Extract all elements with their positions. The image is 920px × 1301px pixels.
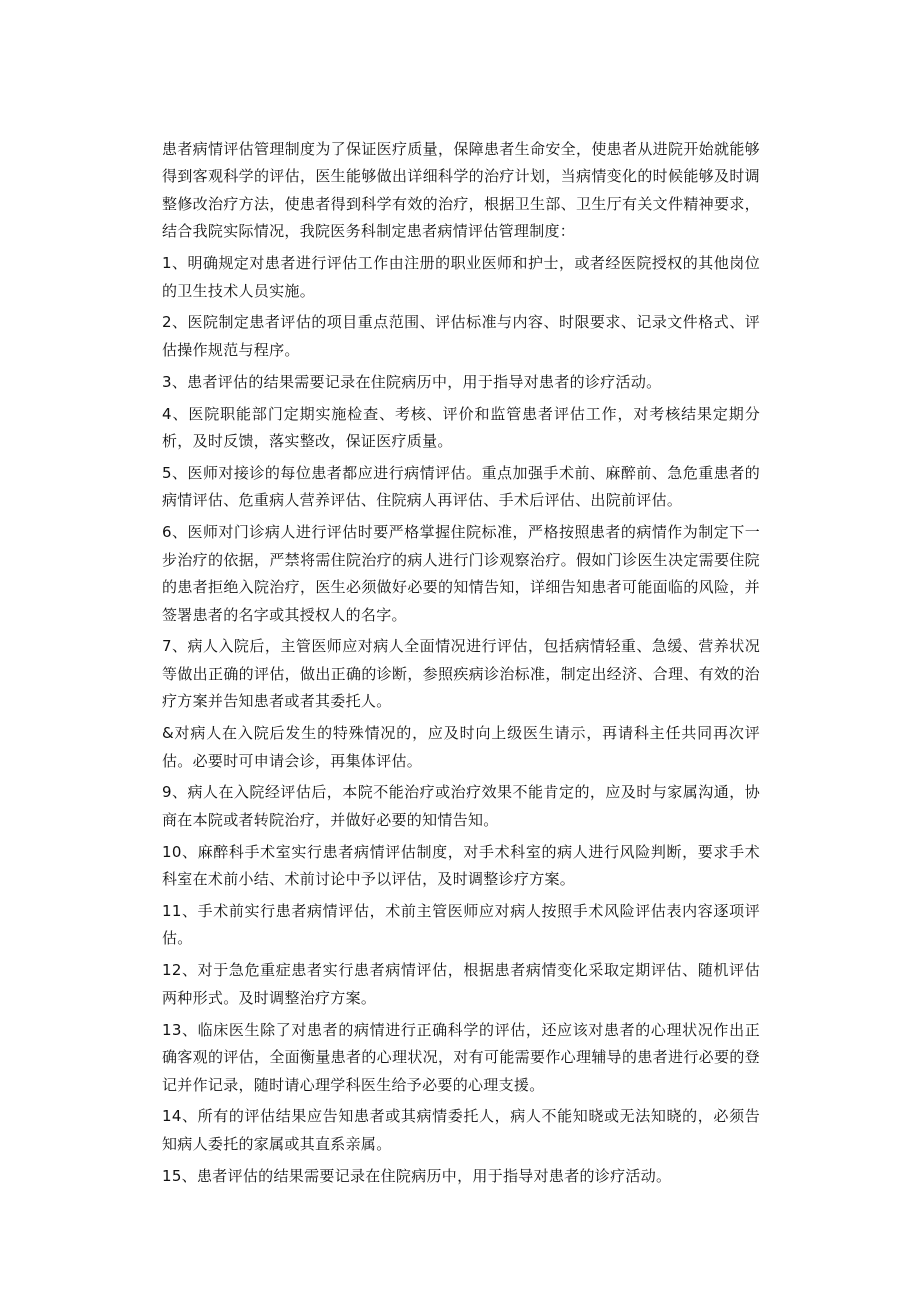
item-8: &对病人在入院后发生的特殊情况的，应及时向上级医生请示，再请科主任共同再次评估。必要时可申请会诊，再集体评估。 <box>162 724 760 770</box>
document-body <box>162 136 760 1190</box>
item-10: 10、麻醉科手术室实行患者病情评估制度，对手术科室的病人进行风险判断，要求手术科室在术前小结、术前讨论中予以评估，及时调整诊疗方案。 <box>162 842 760 889</box>
item-7: 7、病人入院后，主管医师应对病人全面情况进行评估，包括病情轻重、急缓、营养状况等做出正确的评估，做出正确的诊断，参照疾病诊治标准，制定出经济、合理、有效的治疗方案并告知患者或者其委托人。 <box>162 637 760 711</box>
item-12: 12、对于急危重症患者实行患者病情评估，根据患者病情变化采取定期评估、随机评估两种形式。及时调整治疗方案。 <box>162 961 760 1007</box>
item-2: 2、医院制定患者评估的项目重点范围、评估标准与内容、时限要求、记录文件格式、评估操作规范与程序。 <box>162 313 760 359</box>
item-4: 4、医院职能部门定期实施检查、考核、评价和监管患者评估工作，对考核结果定期分析，及时反馈，落实整改，保证医疗质量。 <box>162 404 760 451</box>
item-6: 6、医师对门诊病人进行评估时要严格掌握住院标准，严格按照患者的病情作为制定下一步治疗的依据，严禁将需住院治疗的病人进行门诊观察治疗。假如门诊医生决定需要住院的患者拒绝入院治疗，医生必须做好必要的知情告知，详细告知患者可能面临的风险，并签署患者的名字或其授权人的名字。 <box>162 523 760 624</box>
intro-paragraph: 患者病情评估管理制度为了保证医疗质量，保障患者生命安全，使患者从进院开始就能够得到客观科学的评估，医生能够做出详细科学的治疗计划，当病情变化的时候能够及时调整修改治疗方法，使患者得到科学有效的治疗，根据卫生部、卫生厅有关文件精神要求，结合我院实际情况，我院医务科制定患者病情评估管理制度： <box>162 140 760 241</box>
item-9: 9、病人在入院经评估后，本院不能治疗或治疗效果不能肯定的，应及时与家属沟通，协商在本院或者转院治疗，并做好必要的知情告知。 <box>162 783 760 829</box>
item-11: 11、手术前实行患者病情评估，术前主管医师应对病人按照手术风险评估表内容逐项评估。 <box>162 902 760 948</box>
item-14: 14、所有的评估结果应告知患者或其病情委托人，病人不能知晓或无法知晓的，必须告知病人委托的家属或其直系亲属。 <box>162 1107 760 1153</box>
item-15: 15、患者评估的结果需要记录在住院病历中，用于指导对患者的诊疗活动。 <box>162 1166 672 1185</box>
item-13: 13、临床医生除了对患者的病情进行正确科学的评估，还应该对患者的心理状况作出正确客观的评估，全面衡量患者的心理状况，对有可能需要作心理辅导的患者进行必要的登记并作记录，随时请心理学科医生给予必要的心理支援。 <box>162 1020 760 1094</box>
item-1: 1、明确规定对患者进行评估工作由注册的职业医师和护士，或者经医院授权的其他岗位的卫生技术人员实施。 <box>162 254 760 300</box>
item-5: 5、医师对接诊的每位患者都应进行病情评估。重点加强手术前、麻醉前、急危重患者的病情评估、危重病人营养评估、住院病人再评估、手术后评估、出院前评估。 <box>162 463 760 510</box>
item-3: 3、患者评估的结果需要记录在住院病历中，用于指导对患者的诊疗活动。 <box>162 372 662 391</box>
